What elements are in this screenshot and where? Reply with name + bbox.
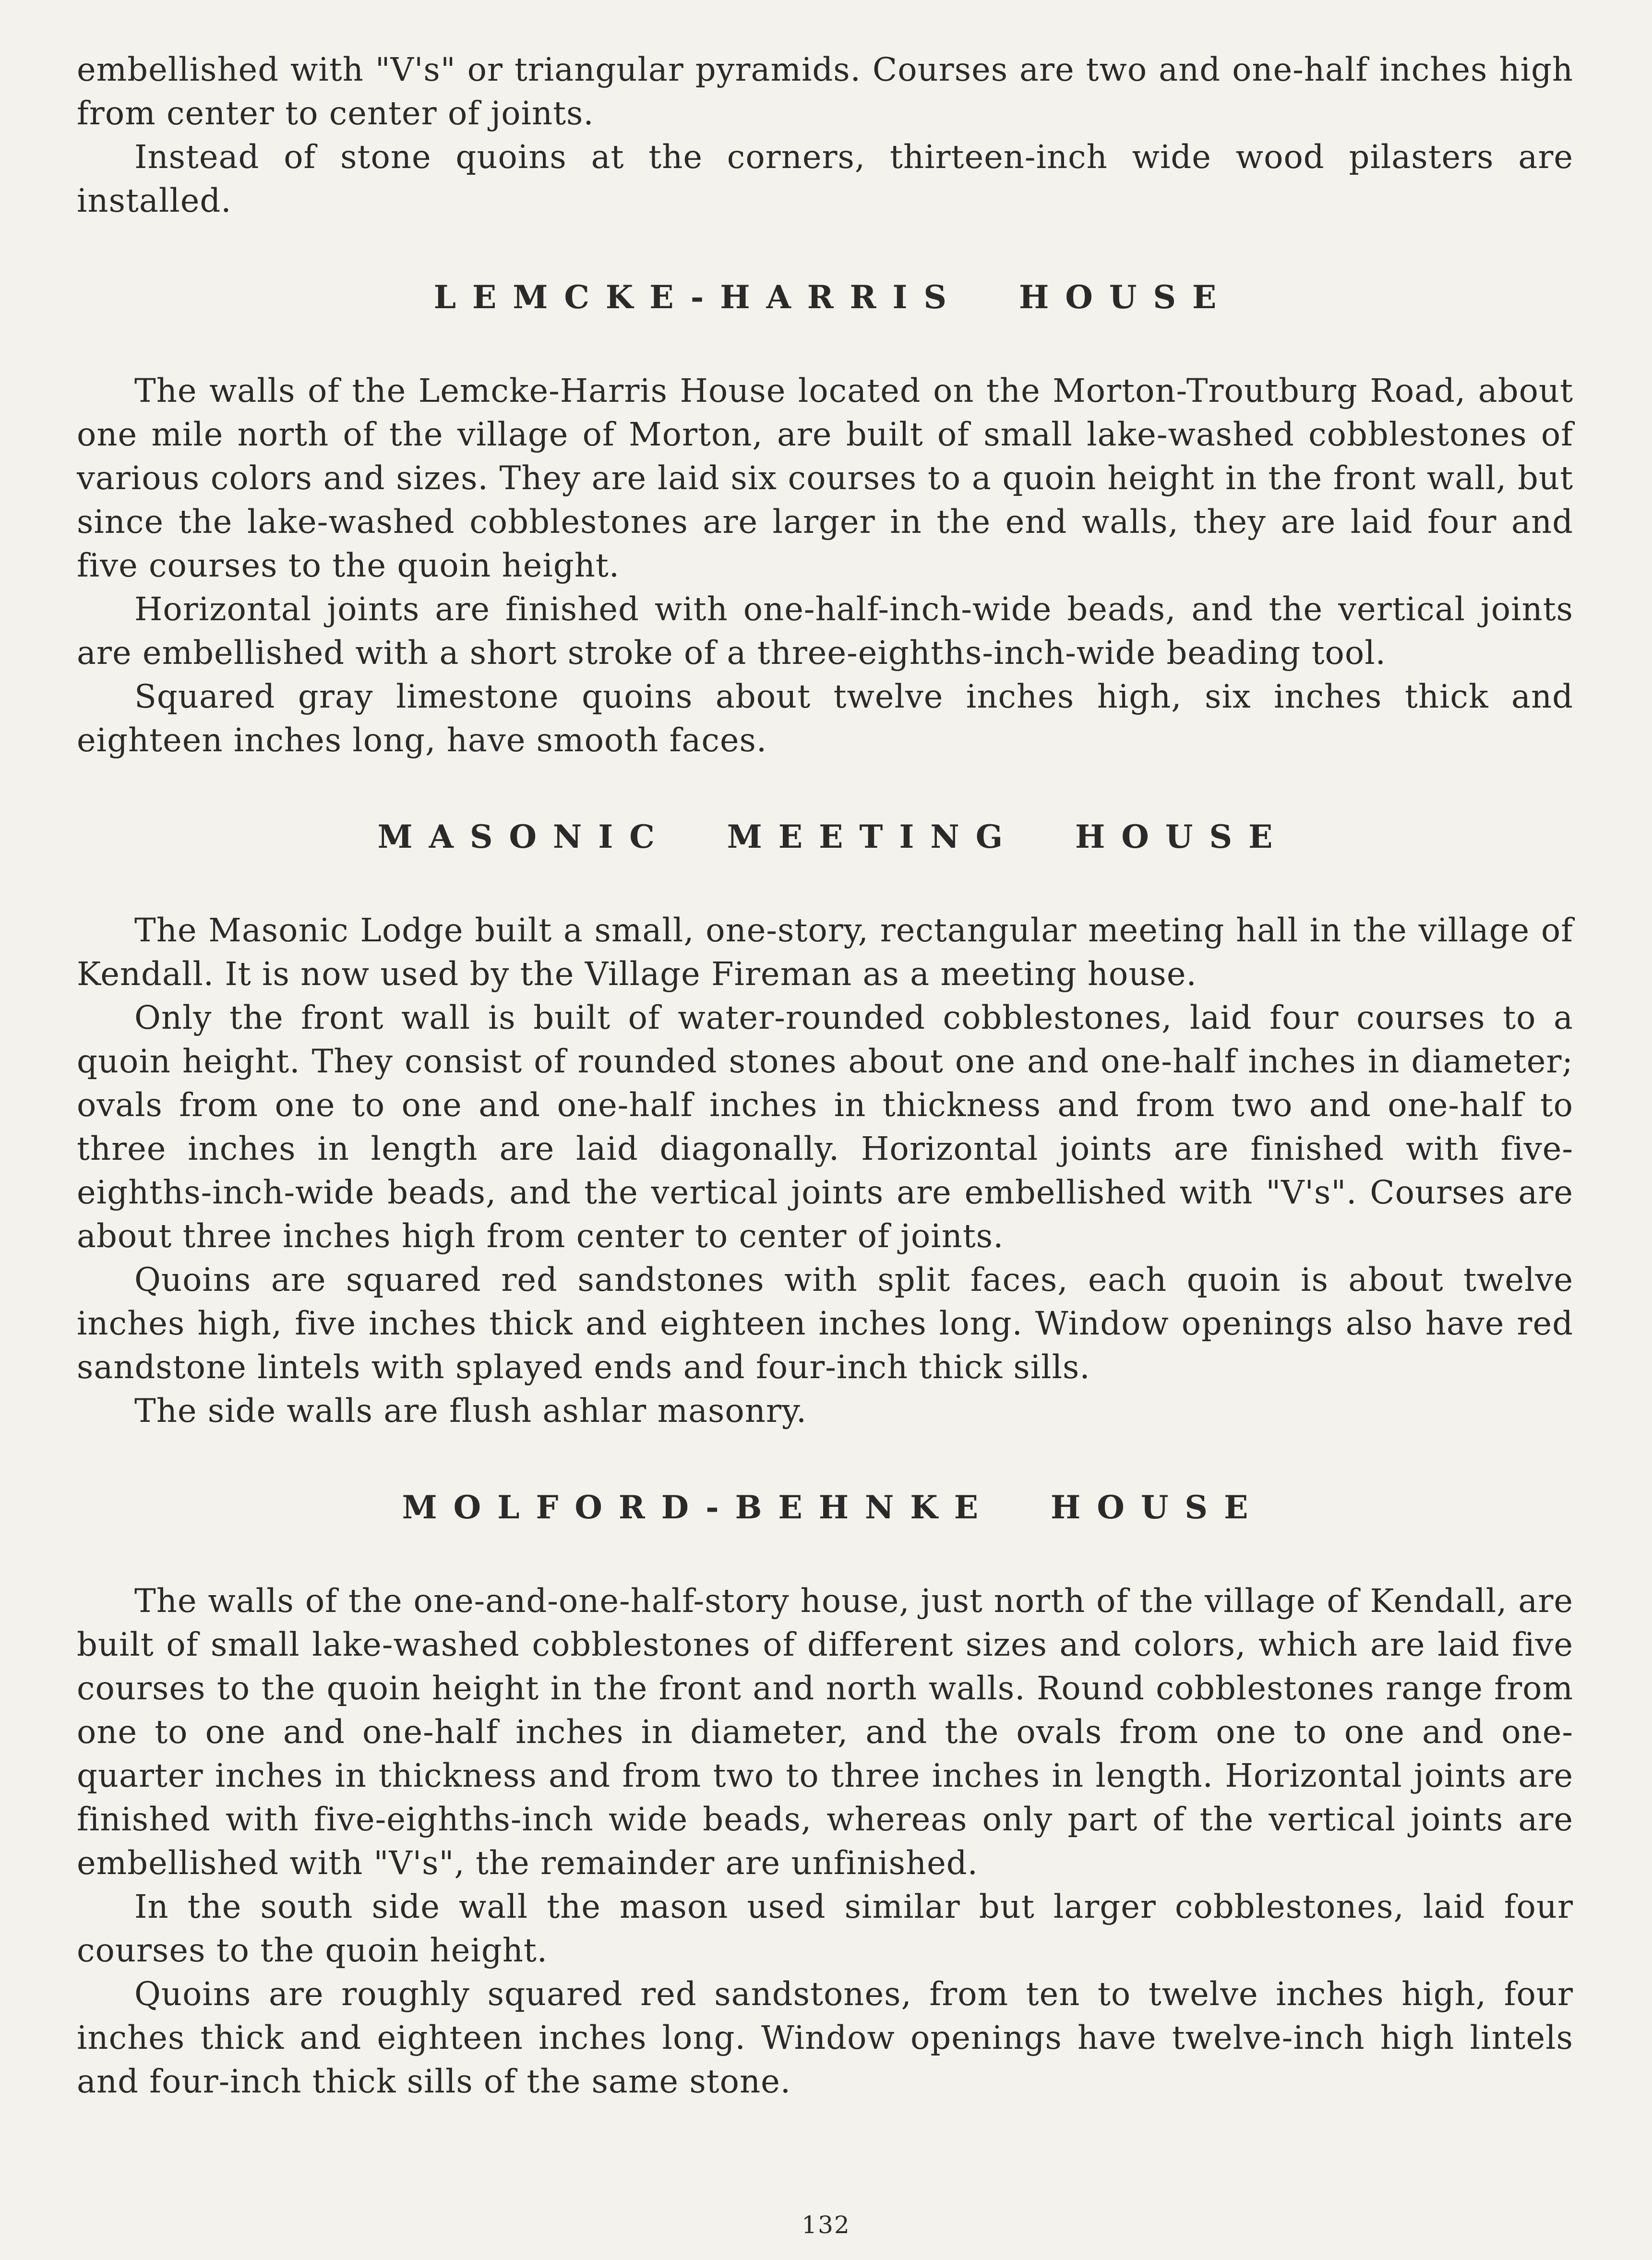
masonic-paragraph-1: The Masonic Lodge built a small, one-story, rectangular meeting hall in the village of Kendall. It is now used by the Village Fireman as a meeting house.: [77, 912, 1573, 993]
masonic-paragraph-2: Only the front wall is built of water-rounded cobblestones, laid four courses to a quoin height. They consist of rounded stones about one and one-half inches in diameter; ovals from one to one and one-half inches in thickness and from two and one-half to three inches in length are laid diagonally. Horizontal joints are finished with five-eighths-inch-wide beads, and the vertical joints are embellished with "V's". Courses are about three inches high from center to center of joints.: [77, 999, 1573, 1255]
section-heading-masonic: MASONIC MEETING HOUSE: [377, 818, 1289, 855]
lemcke-harris-paragraph-3: Squared gray limestone quoins about twelve inches high, six inches thick and eighteen inches long, have smooth faces.: [77, 678, 1573, 759]
page-number: 132: [802, 2211, 850, 2239]
molford-behnke-paragraph-3: Quoins are roughly squared red sandstones, from ten to twelve inches high, four inches thick and eighteen inches long. Window openings have twelve-inch high lintels and four-inch thick sills of the same stone.: [77, 1975, 1573, 2100]
page-content: [77, 48, 1573, 2104]
intro-paragraph-2: Instead of stone quoins at the corners, thirteen-inch wide wood pilasters are installed.: [77, 138, 1573, 219]
lemcke-harris-paragraph-2: Horizontal joints are finished with one-half-inch-wide beads, and the vertical joints are embellished with a short stroke of a three-eighths-inch-wide beading tool.: [77, 590, 1573, 672]
intro-paragraph-1: embellished with "V's" or triangular pyramids. Courses are two and one-half inches high from center to center of joints.: [77, 51, 1573, 132]
masonic-paragraph-4: The side walls are flush ashlar masonry.: [134, 1392, 807, 1430]
lemcke-harris-paragraph-1: The walls of the Lemcke-Harris House located on the Morton-Troutburg Road, about one mile north of the village of Morton, are built of small lake-washed cobblestones of various colors and sizes. They are laid six courses to a quoin height in the front wall, but since the lake-washed cobblestones are larger in the end walls, they are laid four and five courses to the quoin height.: [77, 372, 1573, 584]
section-heading-molford-behnke: MOLFORD-BEHNKE HOUSE: [402, 1489, 1265, 1526]
masonic-paragraph-3: Quoins are squared red sandstones with split faces, each quoin is about twelve inches high, five inches thick and eighteen inches long. Window openings also have red sandstone lintels with splayed ends and four-inch thick sills.: [77, 1261, 1573, 1386]
molford-behnke-paragraph-2: In the south side wall the mason used similar but larger cobblestones, laid four courses to the quoin height.: [77, 1888, 1573, 1969]
section-heading-lemcke-harris: LEMCKE-HARRIS HOUSE: [433, 278, 1233, 316]
molford-behnke-paragraph-1: The walls of the one-and-one-half-story house, just north of the village of Kendall, are built of small lake-washed cobblestones of different sizes and colors, which are laid five courses to the quoin height in the front and north walls. Round cobblestones range from one to one and one-half inches in diameter, and the ovals from one to one and one-quarter inches in thickness and from two to three inches in length. Horizontal joints are finished with five-eighths-inch wide beads, whereas only part of the vertical joints are embellished with "V's", the remainder are unfinished.: [77, 1582, 1573, 1882]
